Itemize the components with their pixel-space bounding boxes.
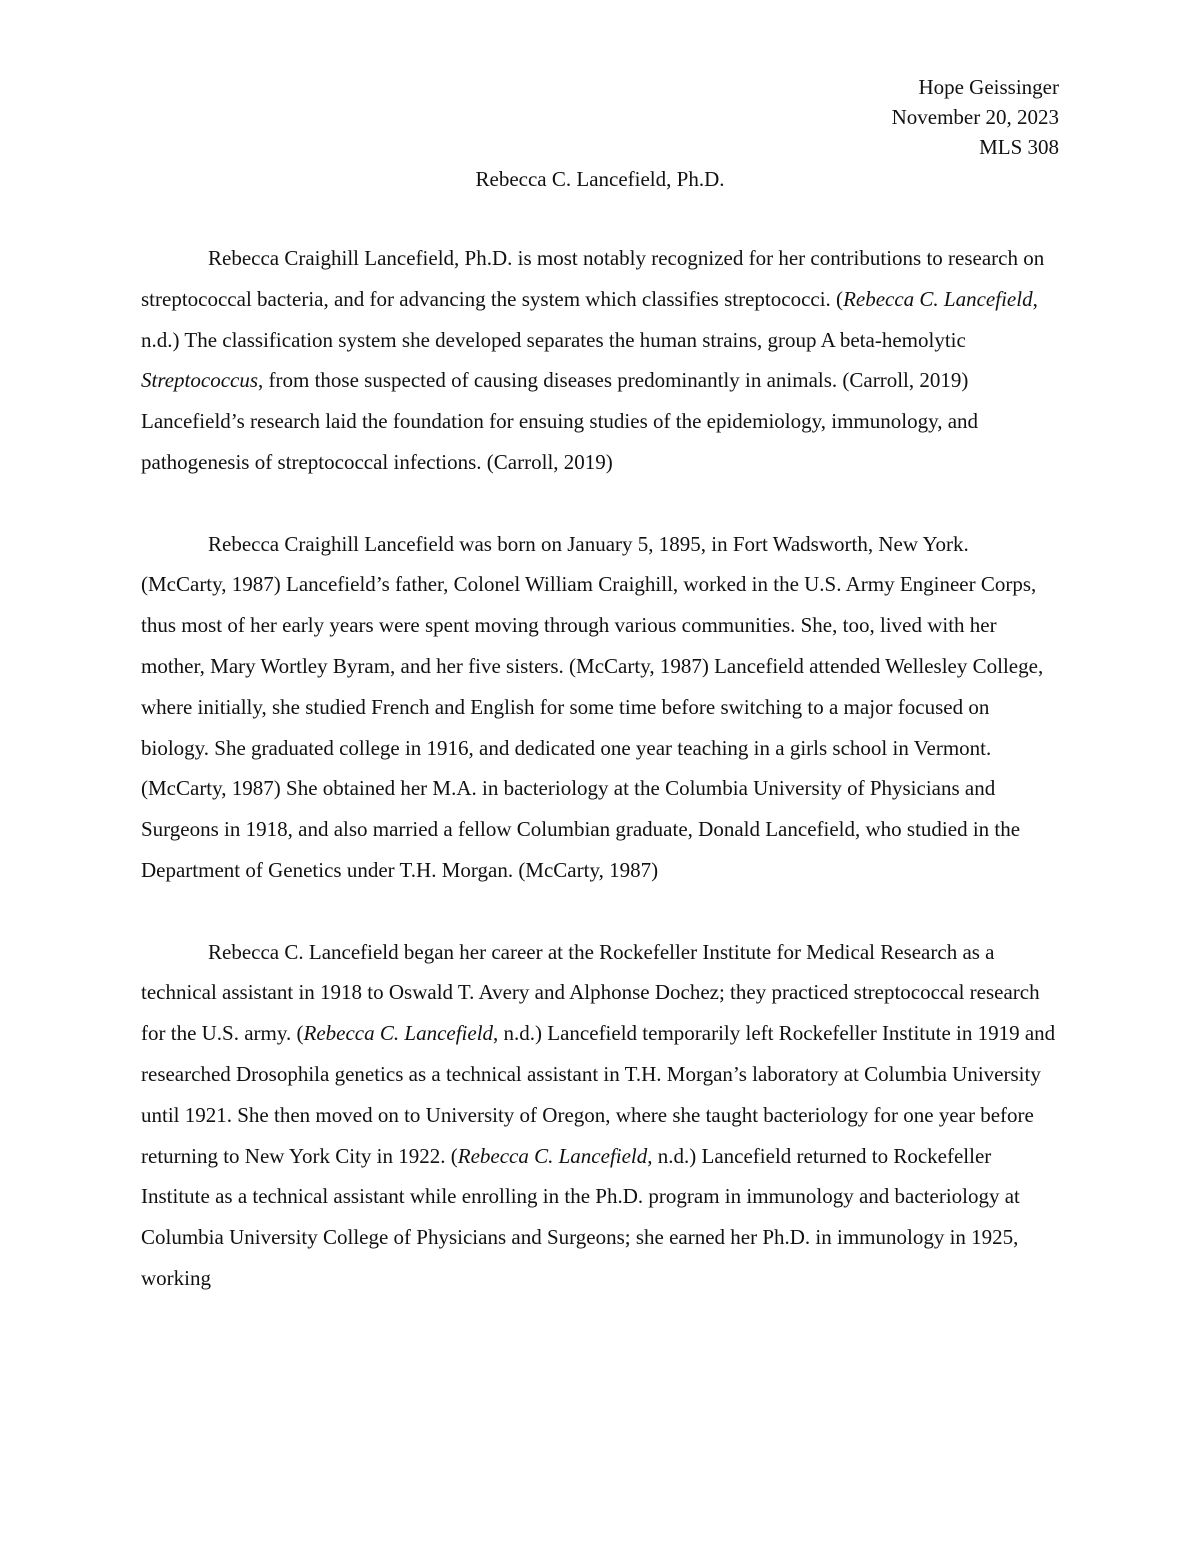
italic-citation: Rebecca C. Lancefield [303, 1021, 494, 1046]
paragraph-2: Rebecca Craighill Lancefield was born on January 5, 1895, in Fort Wadsworth, New York. (McCarty, 1987) Lancefield’s father, Colonel William Craighill, worked in the U.S. Army Engineer Corps, thus most of her early years were spent moving through various communities. She, too, lived with her mother, Mary Wortley Byram, and her five sisters. (McCarty, 1987) Lancefield attended Wellesley College, where initially, she studied French and English for some time before switching to a major focused on biology. She graduated college in 1916, and dedicated one year teaching in a girls school in Vermont. (McCarty, 1987) She obtained her M.A. in bacteriology at the Columbia University of Physicians and Surgeons in 1918, and also married a fellow Columbian graduate, Donald Lancefield, who studied in the Department of Genetics under T.H. Morgan. (McCarty, 1987) [141, 531, 1044, 882]
italic-citation: Rebecca C. Lancefield [457, 1143, 648, 1168]
header-block [892, 72, 1059, 162]
document-title: Rebecca C. Lancefield, Ph.D. [475, 167, 725, 191]
paragraph-1: Rebecca Craighill Lancefield, Ph.D. is most notably recognized for her contributions to research on streptococcal bacteria, and for advancing the system which classifies streptococci. (Rebecca C. Lancefield, n.d.) The classification system she developed separates the human strains, group A beta-hemolytic Streptococcus, from those suspected of causing diseases predominantly in animals. (Carroll, 2019) Lancefield’s research laid the foundation for ensuing studies of the epidemiology, immunology, and pathogenesis of streptococcal infections. (Carroll, 2019) [141, 246, 1045, 474]
paragraph-3: Rebecca C. Lancefield began her career at the Rockefeller Institute for Medical Research as a technical assistant in 1918 to Oswald T. Avery and Alphonse Dochez; they practiced streptococcal research for the U.S. army. (Rebecca C. Lancefield, n.d.) Lancefield temporarily left Rockefeller Institute in 1919 and researched Drosophila genetics as a technical assistant in T.H. Morgan’s laboratory at Columbia University until 1921. She then moved on to University of Oregon, where she taught bacteriology for one year before returning to New York City in 1922. (Rebecca C. Lancefield, n.d.) Lancefield returned to Rockefeller Institute as a technical assistant while enrolling in the Ph.D. program in immunology and bacteriology at Columbia University College of Physicians and Surgeons; she earned her Ph.D. in immunology in 1925, working [141, 939, 1056, 1290]
course-code: MLS 308 [979, 135, 1059, 159]
italic-citation: Streptococcus [141, 368, 259, 393]
document-body [141, 238, 1059, 1299]
document-date: November 20, 2023 [891, 105, 1059, 129]
italic-citation: Rebecca C. Lancefield [843, 286, 1033, 311]
author-name: Hope Geissinger [918, 75, 1059, 99]
